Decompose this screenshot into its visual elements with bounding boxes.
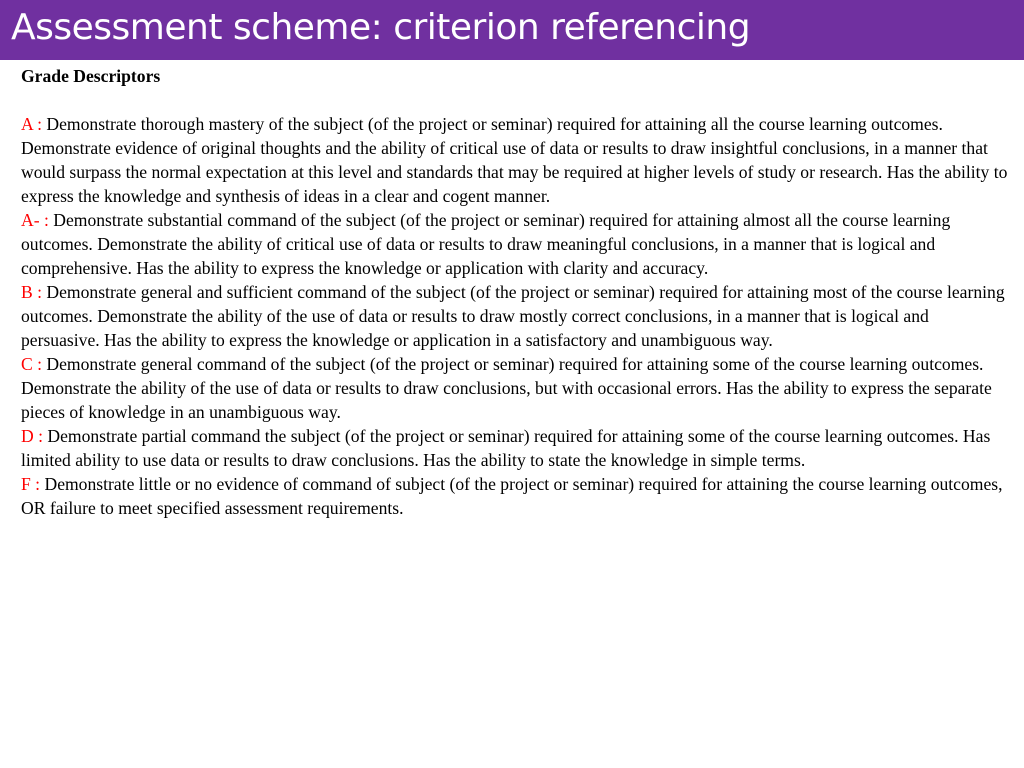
slide-title: Assessment scheme: criterion referencing (11, 7, 751, 48)
grade-descriptor-b (21, 280, 1011, 352)
grade-descriptor-f (21, 472, 1011, 520)
grade-description: Demonstrate little or no evidence of command of subject (of the project or seminar) required for attaining the course learning outcomes, OR failure to meet specified assessment requirements. (21, 474, 1003, 518)
grade-letter: A : (21, 114, 47, 134)
grade-description: Demonstrate general and sufficient command of the subject (of the project or seminar) required for attaining most of the course learning outcomes. Demonstrate the ability of the use of data or results to draw mostly correct conclusions, in a manner that is logical and persuasive. Has the ability to express the knowledge or application in a satisfactory and unambiguous way. (21, 282, 1005, 350)
grade-descriptor-a (21, 112, 1011, 208)
grade-letter: D : (21, 426, 48, 446)
grade-letter: C : (21, 354, 47, 374)
grade-descriptors-heading: Grade Descriptors (21, 66, 161, 86)
grade-descriptor-d (21, 424, 1011, 472)
grade-descriptor-a-minus (21, 208, 1011, 280)
title-bar (0, 0, 1024, 60)
grade-letter: F : (21, 474, 45, 494)
grade-description: Demonstrate thorough mastery of the subject (of the project or seminar) required for attaining all the course learning outcomes. Demonstrate evidence of original thoughts and the ability of critical use of data or results to draw insightful conclusions, in a manner that would surpass the normal expectation at this level and standards that may be required at higher levels of study or research. Has the ability to express the knowledge and synthesis of ideas in a clear and cogent manner. (21, 114, 1008, 206)
grade-description: Demonstrate substantial command of the subject (of the project or seminar) required for attaining almost all the course learning outcomes. Demonstrate the ability of critical use of data or results to draw meaningful conclusions, in a manner that is logical and comprehensive. Has the ability to express the knowledge or application with clarity and accuracy. (21, 210, 951, 278)
spacer (21, 88, 1011, 112)
slide-content (21, 64, 1011, 520)
grade-description: Demonstrate general command of the subject (of the project or seminar) required for attaining some of the course learning outcomes. Demonstrate the ability of the use of data or results to draw conclusions, but with occasional errors. Has the ability to express the separate pieces of knowledge in an unambiguous way. (21, 354, 992, 422)
grade-descriptor-c (21, 352, 1011, 424)
grade-description: Demonstrate partial command the subject (of the project or seminar) required for attaining some of the course learning outcomes. Has limited ability to use data or results to draw conclusions. Has the ability to state the knowledge in simple terms. (21, 426, 991, 470)
grade-letter: A- : (21, 210, 54, 230)
grade-letter: B : (21, 282, 47, 302)
